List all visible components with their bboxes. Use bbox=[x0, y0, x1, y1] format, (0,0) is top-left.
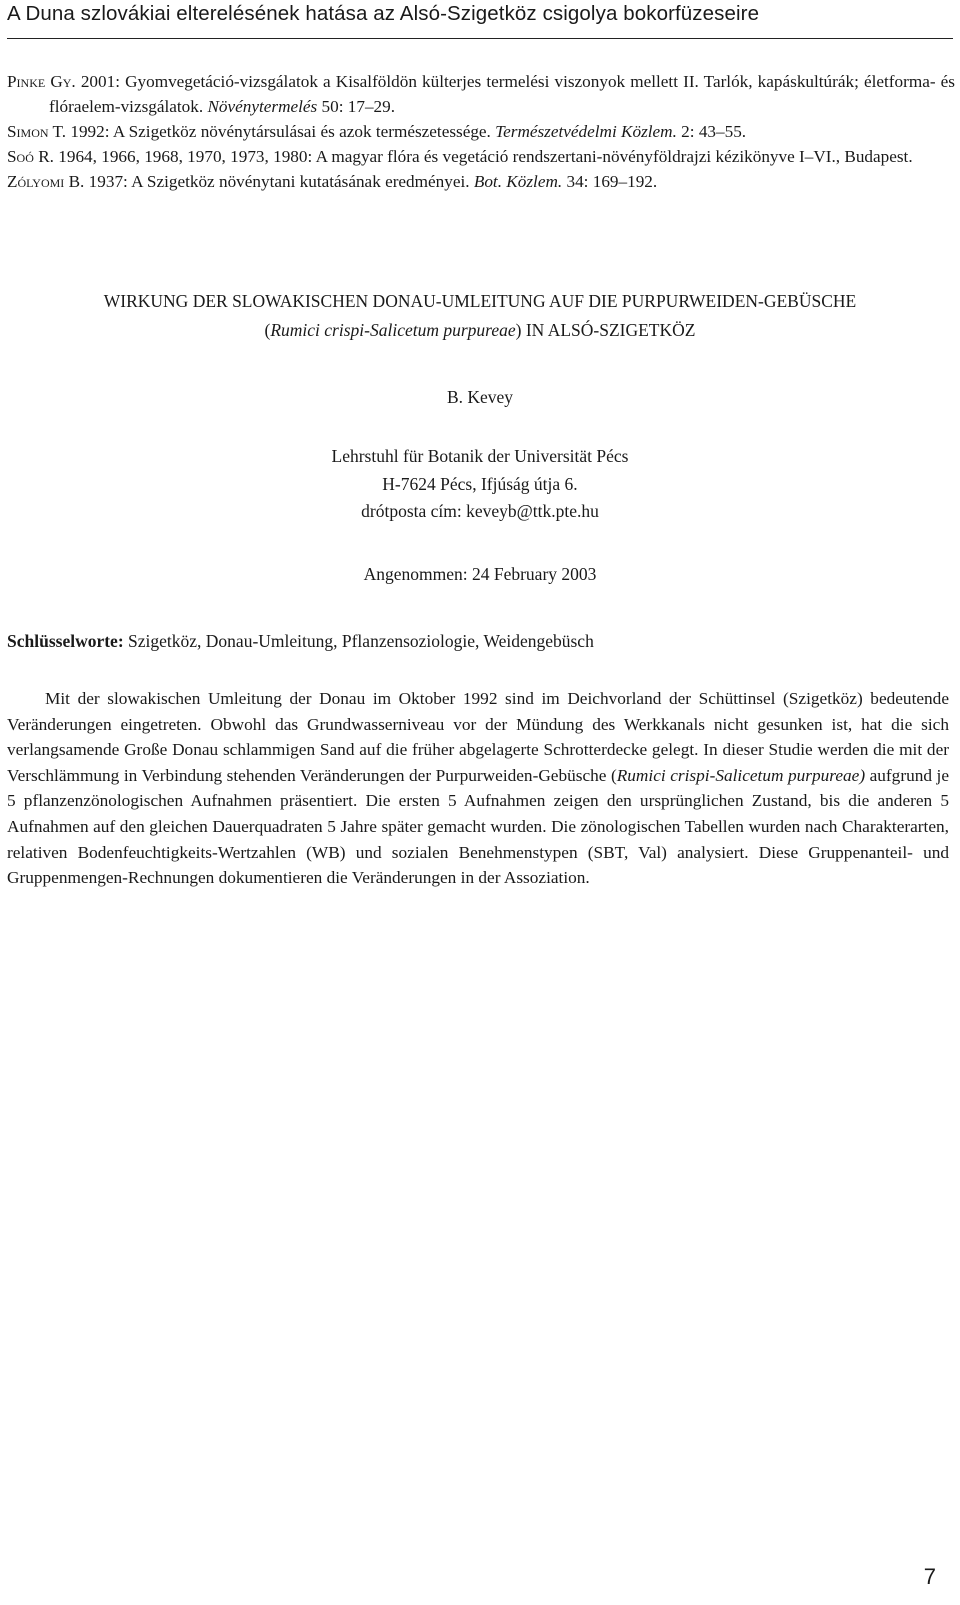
reference-item bbox=[7, 69, 955, 119]
keywords-text: Szigetköz, Donau-Umleitung, Pflanzensoziologie, Weidengebüsch bbox=[123, 631, 594, 651]
reference-text: 1992: A Szigetköz növénytársulásai és azok természetessége. bbox=[66, 122, 496, 141]
keywords-label: Schlüsselworte: bbox=[7, 631, 124, 651]
accepted-date: Angenommen: 24 February 2003 bbox=[363, 563, 597, 584]
reference-author: Zólyomi B. bbox=[7, 172, 85, 191]
references-list bbox=[7, 69, 955, 194]
reference-volume: 2: 43–55. bbox=[676, 122, 747, 141]
running-head bbox=[7, 0, 953, 39]
reference-journal: Természetvédelmi Közlem. bbox=[495, 122, 677, 141]
keywords bbox=[7, 629, 955, 653]
reference-author: Pinke Gy. bbox=[7, 72, 76, 91]
reference-item bbox=[7, 169, 955, 194]
reference-journal: Bot. Közlem. bbox=[473, 172, 563, 191]
abstract-text-part1: Mit der slowakischen Umleitung der Donau im Oktober 1992 sind im Deichvorland der Schüttinsel (Szigetköz) bedeutende Veränderungen eingetreten. Obwohl das Grundwasserniveau vor der Mündung des Werkkanals nicht gesunken ist, hat die sich verlangsamende Große Donau schlammigen Sand auf die früher abgelagerte Schrotterdecke gelegt. In dieser Studie werden die mit der Verschlämmung in Verbindung stehenden Veränderungen der Purpurweiden-Gebüsche ( bbox=[7, 689, 949, 785]
abstract-text-part2: aufgrund je 5 pflanzenzönologischen Aufnahmen präsentiert. Die ersten 5 Aufnahmen zeigen den ursprünglichen Zustand, bis die anderen 5 Aufnahmen auf den gleichen Dauerquadraten 5 Jahre später gemacht wurden. Die zönologischen Tabellen wurden nach Charakterarten, relativen Bodenfeuchtigkeits-Wertzahlen (WB) und sozialen Benehmenstypen (SBT, Val) analysiert. Diese Gruppenanteil- und Gruppenmengen-Rechnungen dokumentieren die Veränderungen in der Assoziation. bbox=[7, 765, 949, 888]
reference-author: Simon T. bbox=[7, 122, 67, 141]
affiliation-address: H-7624 Pécs, Ifjúság útja 6. bbox=[382, 473, 578, 494]
reference-volume: 50: 17–29. bbox=[317, 97, 396, 116]
reference-item bbox=[7, 119, 955, 144]
reference-volume: 34: 169–192. bbox=[562, 172, 658, 191]
reference-author: Soó R. bbox=[7, 147, 54, 166]
article-author: B. Kevey bbox=[446, 387, 514, 407]
reference-text: 2001: Gyomvegetáció-vizsgálatok a Kisalföldön külterjes termelési viszonyok mellett II. Tarlók, kapáskultúrák; életforma- és flóraelem-vizsgálatok. bbox=[49, 72, 955, 116]
article-title-line1: WIRKUNG DER SLOWAKISCHEN DONAU-UMLEITUNG AUF DIE PURPURWEIDEN-GEBÜSCHE bbox=[103, 291, 857, 311]
reference-item bbox=[7, 144, 955, 169]
article-title-paren-open: ( bbox=[264, 320, 271, 340]
reference-text: 1937: A Szigetköz növénytani kutatásának eredményei. bbox=[84, 172, 474, 191]
article-title-taxon: Rumici crispi-Salicetum purpureae bbox=[270, 320, 516, 340]
running-head-title: A Duna szlovákiai elterelésének hatása az Alsó-Szigetköz csigolya bokorfüzeseire bbox=[7, 2, 760, 25]
abstract bbox=[7, 686, 949, 891]
reference-text: 1964, 1966, 1968, 1970, 1973, 1980: A magyar flóra és vegetáció rendszertani-növényföldrajzi kézikönyve I–VI., Budapest. bbox=[53, 147, 913, 166]
affiliation-institution: Lehrstuhl für Botanik der Universität Pécs bbox=[331, 446, 629, 466]
affiliation bbox=[0, 443, 960, 526]
affiliation-email: drótposta cím: keveyb@ttk.pte.hu bbox=[361, 501, 599, 521]
page-number: 7 bbox=[923, 1564, 936, 1589]
reference-journal: Növénytermelés bbox=[207, 97, 318, 116]
article-header bbox=[0, 287, 960, 586]
abstract-taxon: Rumici crispi-Salicetum purpureae) bbox=[616, 765, 866, 785]
article-title bbox=[0, 287, 960, 345]
article-title-line2: ) IN ALSÓ-SZIGETKÖZ bbox=[515, 320, 696, 340]
